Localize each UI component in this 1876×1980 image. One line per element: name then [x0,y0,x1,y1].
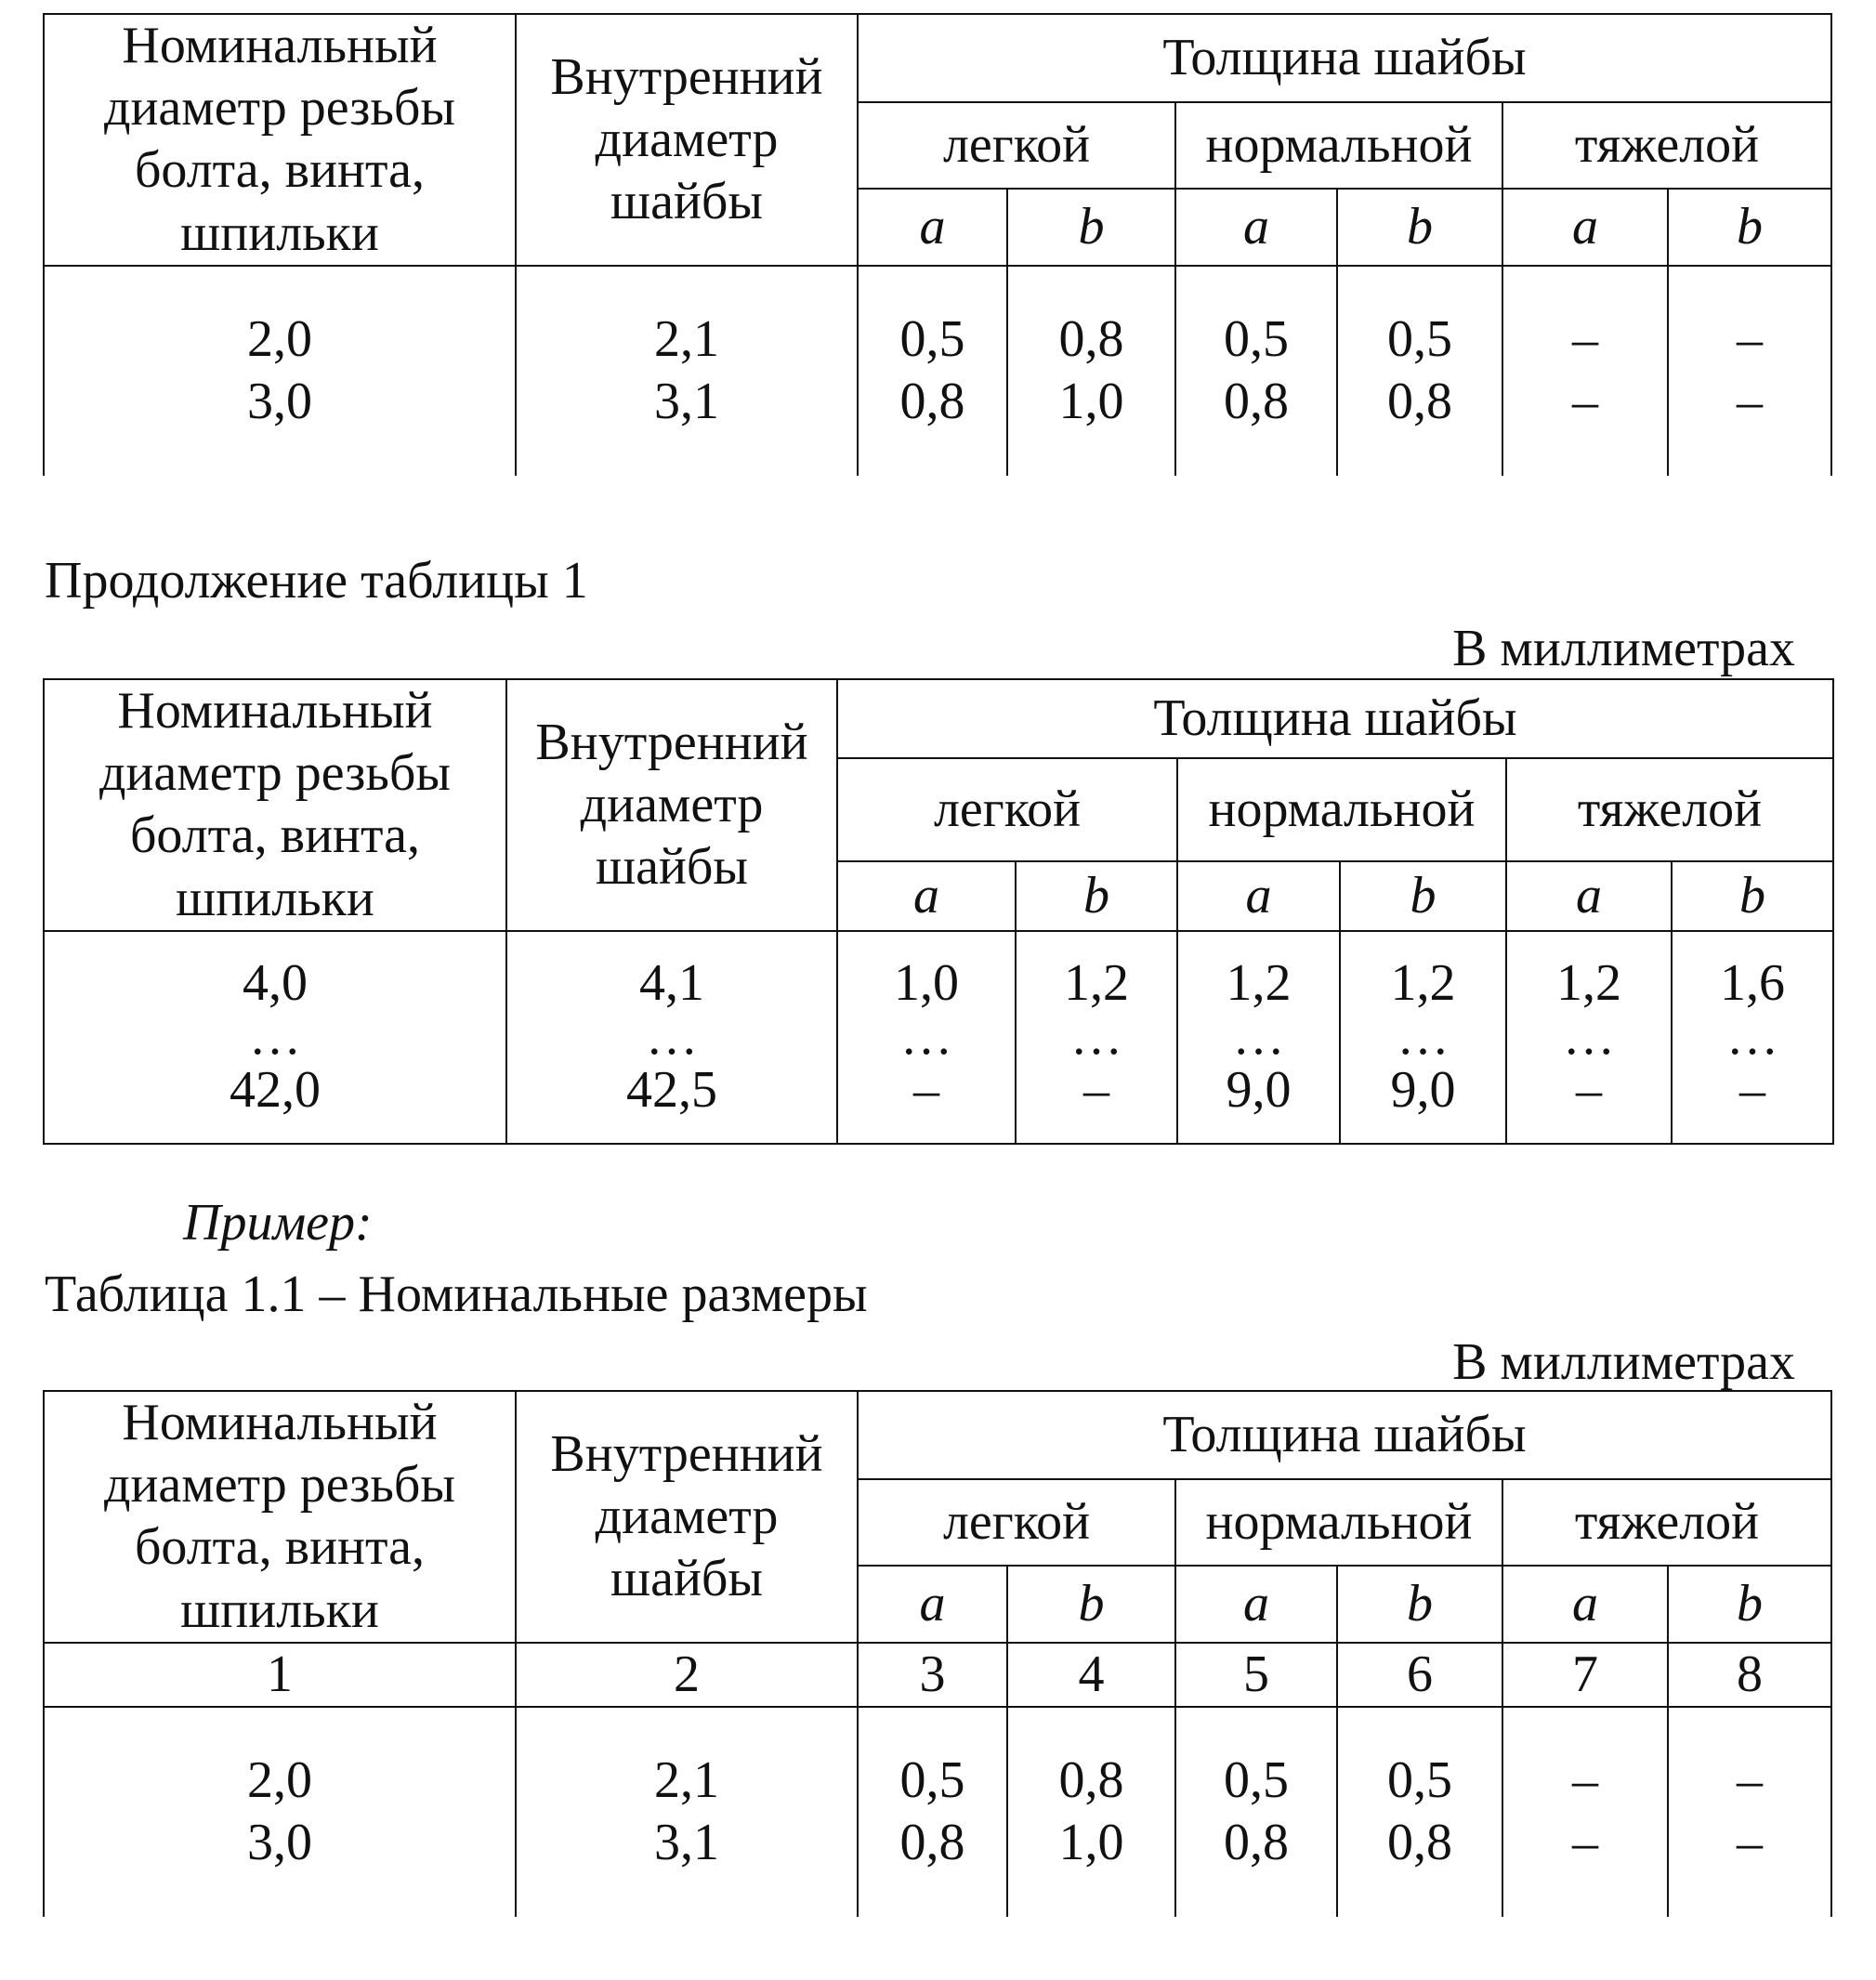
header-normal: нормальной [1175,1479,1502,1566]
table-cell: 1,2 … 9,0 [1177,931,1340,1144]
header-heavy: тяжелой [1502,1479,1831,1566]
table-cell: 4,0 … 42,0 [44,931,506,1144]
table-cell: 0,5 0,8 [1337,266,1502,476]
header-inner-diameter: Внутренний диаметр шайбы [506,679,837,931]
header-a: a [1506,861,1672,931]
header-a: a [858,1566,1007,1643]
column-number: 2 [516,1643,858,1707]
table-cell: 0,5 0,8 [858,1707,1007,1917]
header-b: b [1007,1566,1175,1643]
column-number: 3 [858,1643,1007,1707]
continuation-caption: Продолжение таблицы 1 [45,552,588,610]
table-cell: 0,5 0,8 [1337,1707,1502,1917]
header-b: b [1672,861,1833,931]
units-label: В миллиметрах [1452,620,1795,677]
table-cell: 2,1 3,1 [516,266,858,476]
header-a: a [1502,189,1668,266]
table-cell: 0,5 0,8 [1175,1707,1337,1917]
column-number: 7 [1502,1643,1668,1707]
header-inner-diameter: Внутренний диаметр шайбы [516,1391,858,1643]
header-nominal-diameter: Номинальный диаметр резьбы болта, винта, шпильки [44,14,516,266]
table-cell: – – [1502,266,1668,476]
header-a: a [1175,189,1337,266]
header-b: b [1337,1566,1502,1643]
table-cell: 0,5 0,8 [858,266,1007,476]
header-washer-thickness: Толщина шайбы [858,14,1831,102]
header-normal: нормальной [1177,758,1506,862]
header-heavy: тяжелой [1506,758,1833,862]
table-cell: – – [1502,1707,1668,1917]
column-number: 5 [1175,1643,1337,1707]
table-cell: 1,6 … – [1672,931,1833,1144]
table-cell: 0,8 1,0 [1007,1707,1175,1917]
header-a: a [1177,861,1340,931]
table-cell: 1,2 … 9,0 [1340,931,1506,1144]
table-cell: 1,2 … – [1506,931,1672,1144]
table-cell: 0,5 0,8 [1175,266,1337,476]
header-light: легкой [858,102,1175,189]
table-cell: – – [1668,1707,1831,1917]
table-cell: 2,1 3,1 [516,1707,858,1917]
table-cell: 0,8 1,0 [1007,266,1175,476]
table-cell: 1,0 … – [837,931,1016,1144]
units-label: В миллиметрах [1452,1333,1795,1391]
header-a: a [837,861,1016,931]
header-b: b [1340,861,1506,931]
column-number: 8 [1668,1643,1831,1707]
header-inner-diameter: Внутренний диаметр шайбы [516,14,858,266]
header-b: b [1337,189,1502,266]
header-b: b [1007,189,1175,266]
header-light: легкой [858,1479,1175,1566]
header-light: легкой [837,758,1177,862]
header-b: b [1668,1566,1831,1643]
example-table [43,1390,1832,1917]
table-cell: 4,1 … 42,5 [506,931,837,1144]
top-table [43,13,1832,476]
header-nominal-diameter: Номинальный диаметр резьбы болта, винта, шпильки [44,1391,516,1643]
header-washer-thickness: Толщина шайбы [837,679,1833,758]
table-cell: 1,2 … – [1016,931,1177,1144]
table-cell: 2,0 3,0 [44,266,516,476]
example-label: Пример: [183,1194,373,1252]
header-a: a [1502,1566,1668,1643]
example-caption: Таблица 1.1 – Номинальные размеры [45,1265,868,1323]
header-nominal-diameter: Номинальный диаметр резьбы болта, винта, шпильки [44,679,506,931]
header-b: b [1668,189,1831,266]
continuation-table [43,678,1834,1145]
column-number: 6 [1337,1643,1502,1707]
header-normal: нормальной [1175,102,1502,189]
header-heavy: тяжелой [1502,102,1831,189]
header-b: b [1016,861,1177,931]
table-cell: – – [1668,266,1831,476]
header-a: a [858,189,1007,266]
column-number: 4 [1007,1643,1175,1707]
table-cell: 2,0 3,0 [44,1707,516,1917]
header-washer-thickness: Толщина шайбы [858,1391,1831,1479]
column-number: 1 [44,1643,516,1707]
header-a: a [1175,1566,1337,1643]
